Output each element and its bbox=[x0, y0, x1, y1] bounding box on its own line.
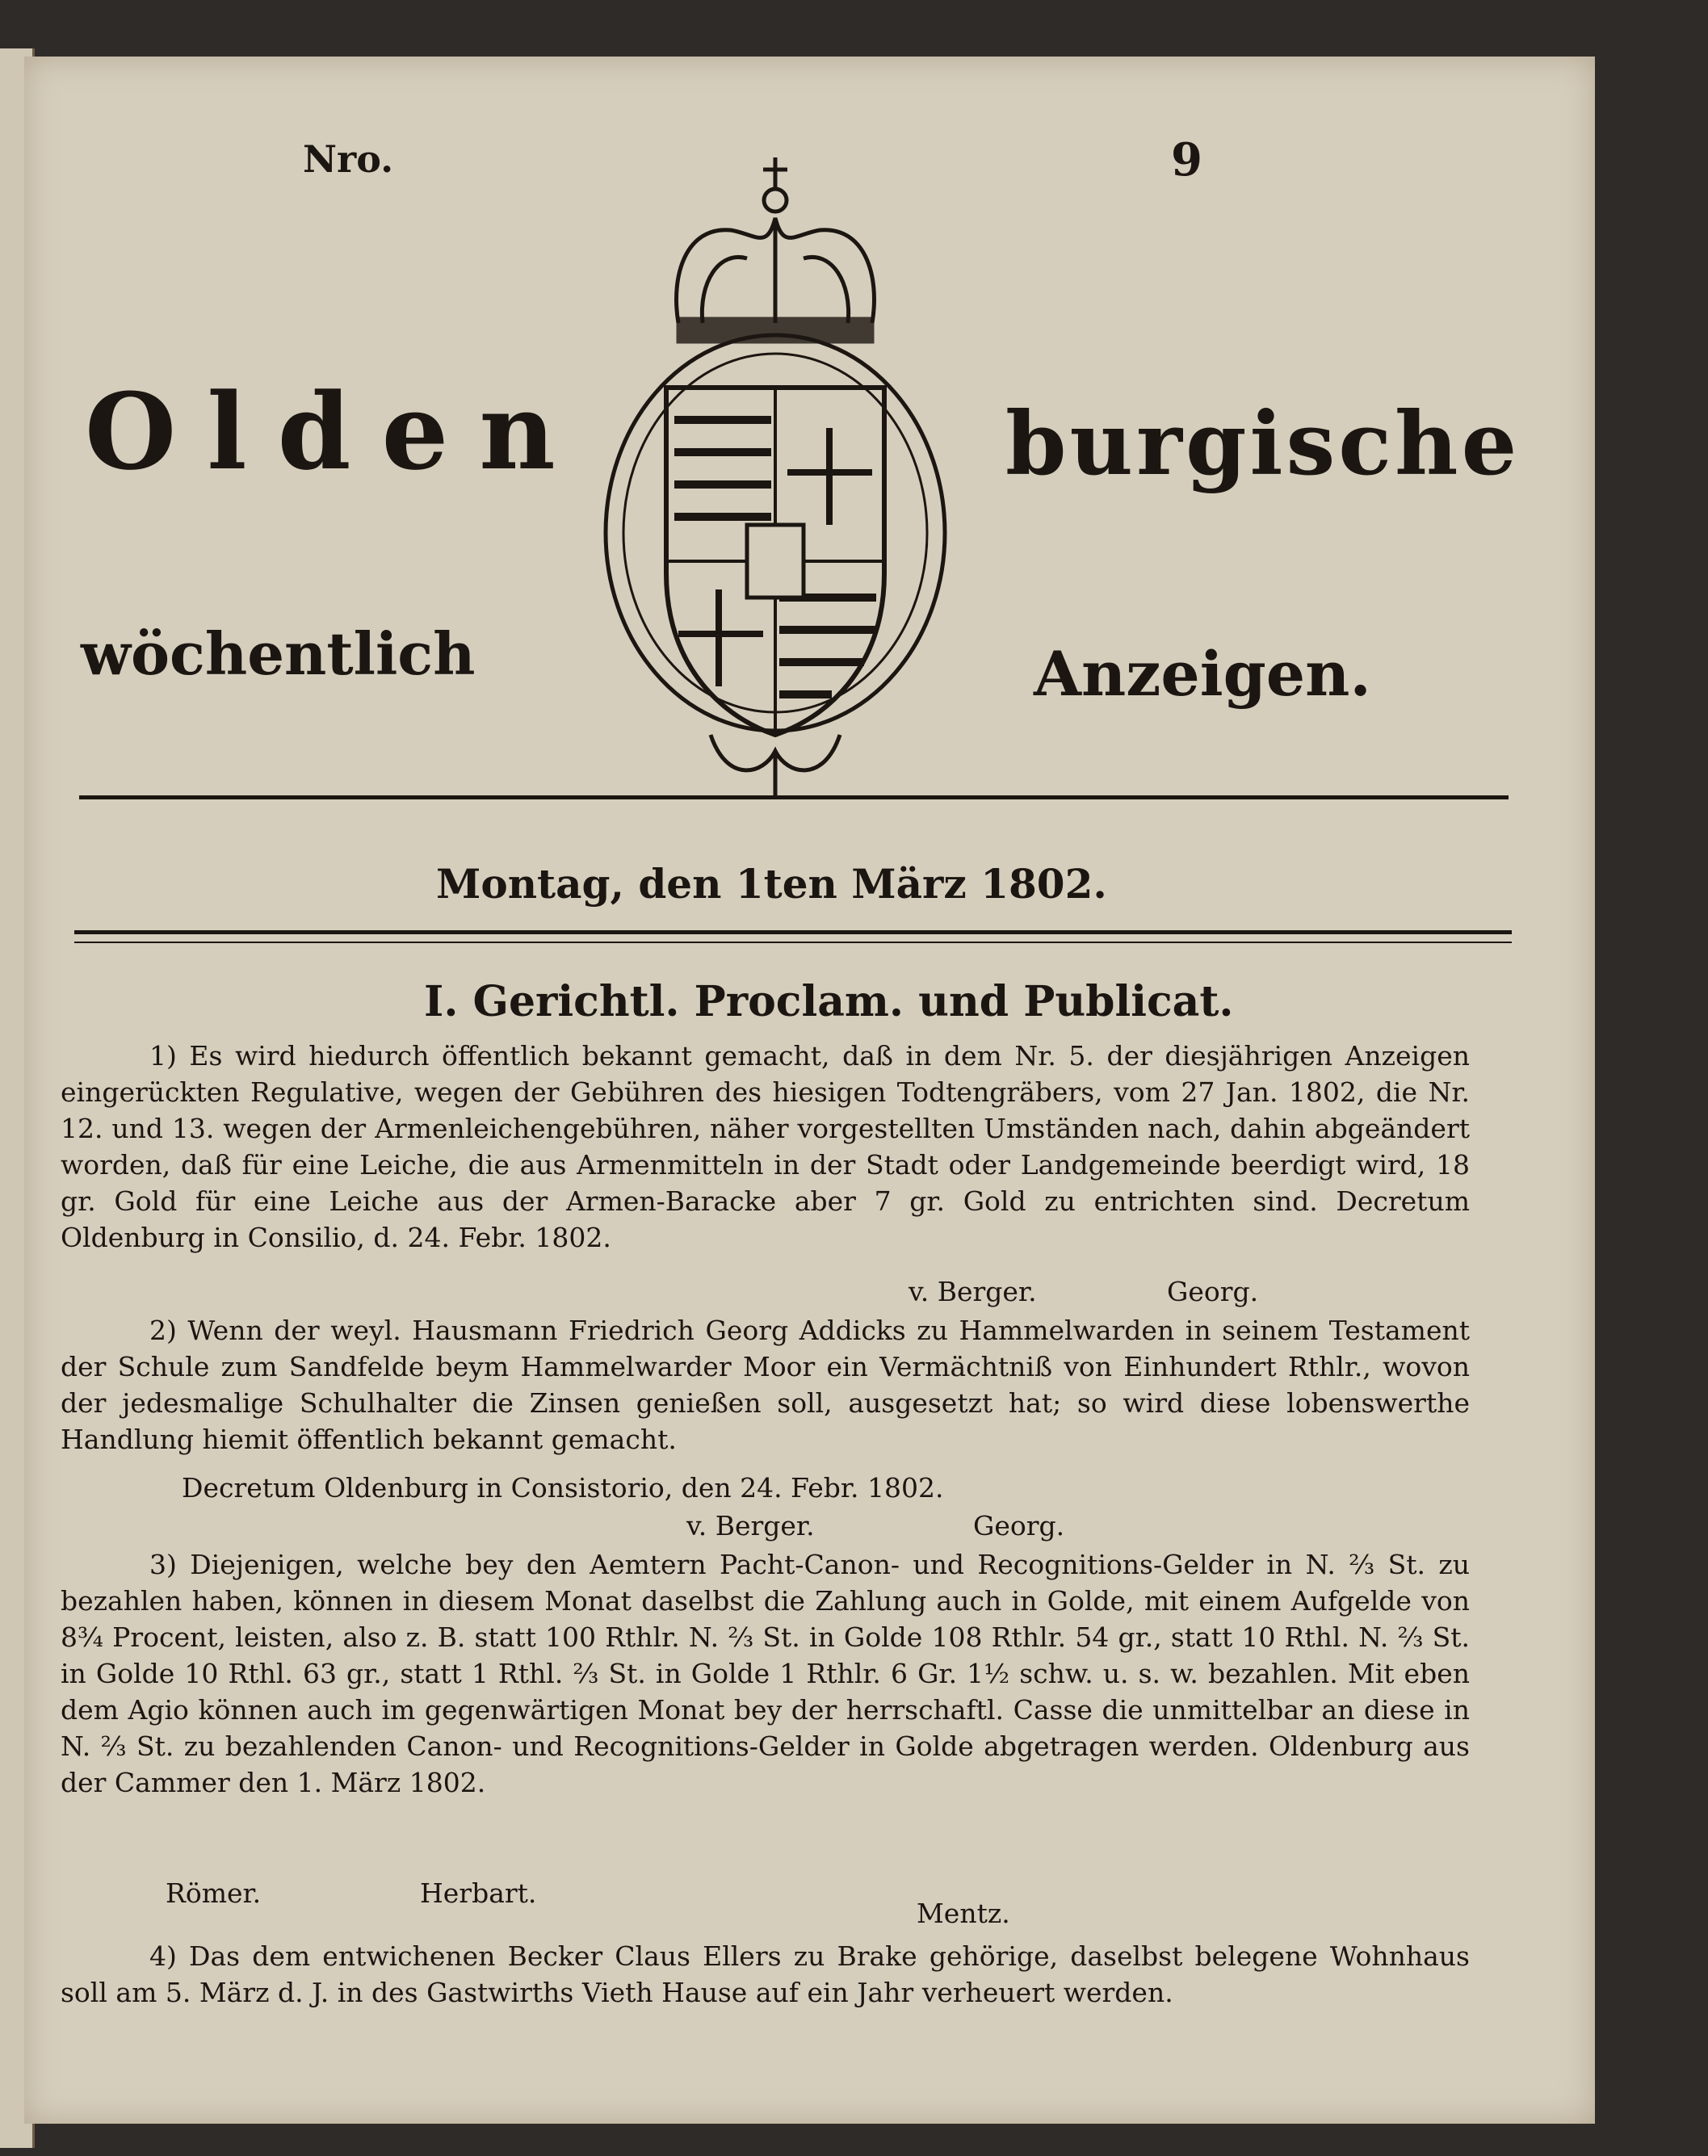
notice-2-signature-right: Georg. bbox=[973, 1510, 1065, 1541]
dateline-rule-thin bbox=[74, 942, 1512, 943]
section-heading: I. Gerichtl. Proclam. und Publicat. bbox=[424, 977, 1234, 1026]
masthead-subtitle-right: Anzeigen. bbox=[1034, 638, 1371, 710]
coat-of-arms-icon bbox=[590, 153, 961, 799]
masthead-rule-top bbox=[79, 795, 1509, 799]
notice-3-signature-mid: Herbart. bbox=[420, 1877, 537, 1909]
notice-4-text: 4) Das dem entwichenen Becker Claus Ellers zu Brake gehörige, daselbst belegene Wohnhaus soll am 5. März d. J. in des Gastwirths Vieth Hause auf ein Jahr verheuert werden. bbox=[61, 1940, 1470, 2008]
notice-1-signature-left: v. Berger. bbox=[909, 1276, 1037, 1307]
masthead-title-left: Olden bbox=[85, 370, 586, 493]
masthead-title-right: burgische bbox=[1005, 393, 1521, 495]
notice-3-signature-left: Römer. bbox=[166, 1877, 262, 1909]
issue-number: 9 bbox=[1171, 133, 1202, 187]
newspaper-page bbox=[24, 57, 1595, 2124]
notice-3-text: 3) Diejenigen, welche bey den Aemtern Pacht-Canon- und Recognitions-Gelder in N. ⅔ St. zu bezahlen haben, können in diesem Monat daselbst die Zahlung auch in Golde, mit einem Aufgelde von 8¾ Procent, leisten, also z. B. statt 100 Rthlr. N. ⅔ St. in Golde 108 Rthlr. 54 gr., statt 10 Rthl. N. ⅔ St. in Golde 10 Rthl. 63 gr., statt 1 Rthl. ⅔ St. in Golde 1 Rthlr. 6 Gr. 1½ schw. u. s. w. bezahlen. Mit eben dem Agio können auch im gegenwärtigen Monat bey der herrschaftl. Casse die unmittelbar an diese in N. ⅔ St. zu bezahlenden Canon- und Recognitions-Gelder in Golde abgetragen werden. Oldenburg aus der Cammer den 1. März 1802. bbox=[61, 1549, 1470, 1798]
notice-2-decree: Decretum Oldenburg in Consistorio, den 24. Febr. 1802. bbox=[182, 1472, 944, 1504]
notice-3-signature-right: Mentz. bbox=[917, 1898, 1010, 1929]
notice-1-signature-right: Georg. bbox=[1167, 1276, 1259, 1307]
dateline: Montag, den 1ten März 1802. bbox=[436, 860, 1107, 908]
issue-label: Nro. bbox=[303, 137, 394, 181]
notice-2-signature-left: v. Berger. bbox=[686, 1510, 815, 1541]
notice-2-text: 2) Wenn der weyl. Hausmann Friedrich Georg Addicks zu Hammelwarden in seinem Testament der Schule zum Sandfelde beym Hammelwarder Moor ein Vermächtniß von Einhundert Rthlr., wovon der jedesmalige Schulhalter die Zinsen genießen soll, ausgesetzt hat; so wird diese lobenswerthe Handlung hiemit öffentlich bekannt gemacht. bbox=[61, 1315, 1470, 1455]
notice-1-text: 1) Es wird hiedurch öffentlich bekannt gemacht, daß in dem Nr. 5. der diesjährigen Anzeigen eingerückten Regulative, wegen der Gebühren des hiesigen Todtengräbers, vom 27 Jan. 1802, die Nr. 12. und 13. wegen der Armenleichengebühren, näher vorgestellten Umständen nach, dahin abgeändert worden, daß für eine Leiche, die aus Armenmitteln in der Stadt oder Landgemeinde beerdigt wird, 18 gr. Gold für eine Leiche aus der Armen-Baracke aber 7 gr. Gold zu entrichten sind. Decretum Oldenburg in Consilio, d. 24. Febr. 1802. bbox=[61, 1040, 1470, 1253]
masthead-subtitle-left: wöchentlich bbox=[81, 619, 476, 688]
dateline-rule bbox=[74, 930, 1512, 934]
